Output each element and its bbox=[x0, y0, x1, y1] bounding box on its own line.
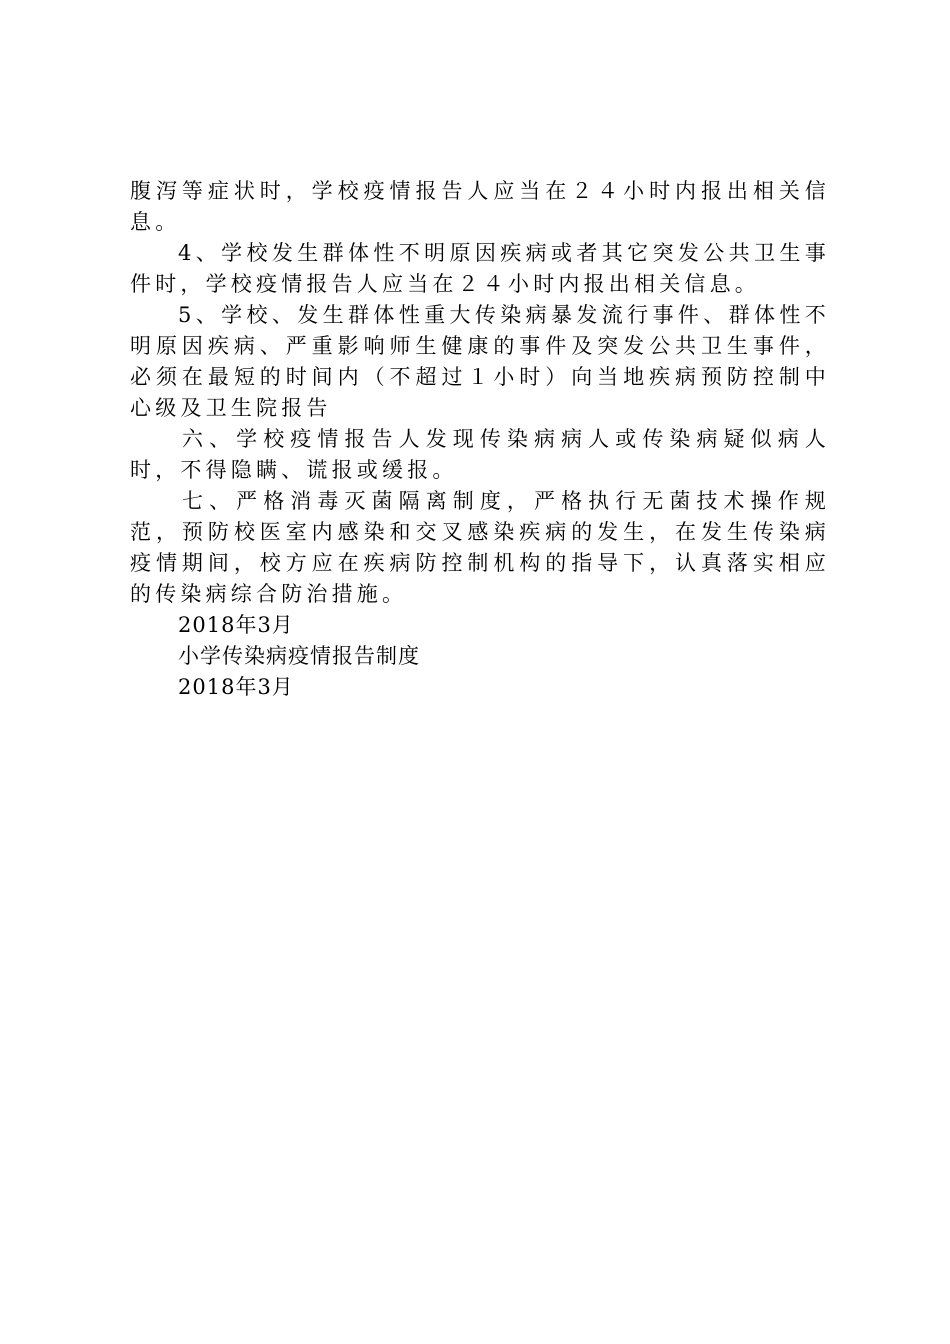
paragraph-item-6: 六、学校疫情报告人发现传染病病人或传染病疑似病人时，不得隐瞒、谎报或缓报。 bbox=[130, 427, 830, 482]
paragraph-continuation: 腹泻等症状时，学校疫情报告人应当在２４小时内报出相关信息。 bbox=[130, 179, 830, 234]
date-line-1: 2018年3月 bbox=[178, 613, 294, 637]
document-title: 小学传染病疫情报告制度 bbox=[178, 644, 420, 668]
document-body bbox=[130, 176, 830, 703]
date-line-2: 2018年3月 bbox=[178, 675, 294, 699]
paragraph-item-7: 七、严格消毒灭菌隔离制度，严格执行无菌技术操作规范，预防校医室内感染和交叉感染疾病的发生，在发生传染病疫情期间，校方应在疾病防控制机构的指导下，认真落实相应的传染病综合防治措施。 bbox=[130, 489, 830, 606]
paragraph-item-5: 5、学校、发生群体性重大传染病暴发流行事件、群体性不明原因疾病、严重影响师生健康的事件及突发公共卫生事件，必须在最短的时间内（不超过１小时）向当地疾病预防控制中心级及卫生院报告 bbox=[130, 303, 830, 420]
paragraph-item-4: 4、学校发生群体性不明原因疾病或者其它突发公共卫生事件时，学校疫情报告人应当在２４小时内报出相关信息。 bbox=[130, 241, 830, 296]
